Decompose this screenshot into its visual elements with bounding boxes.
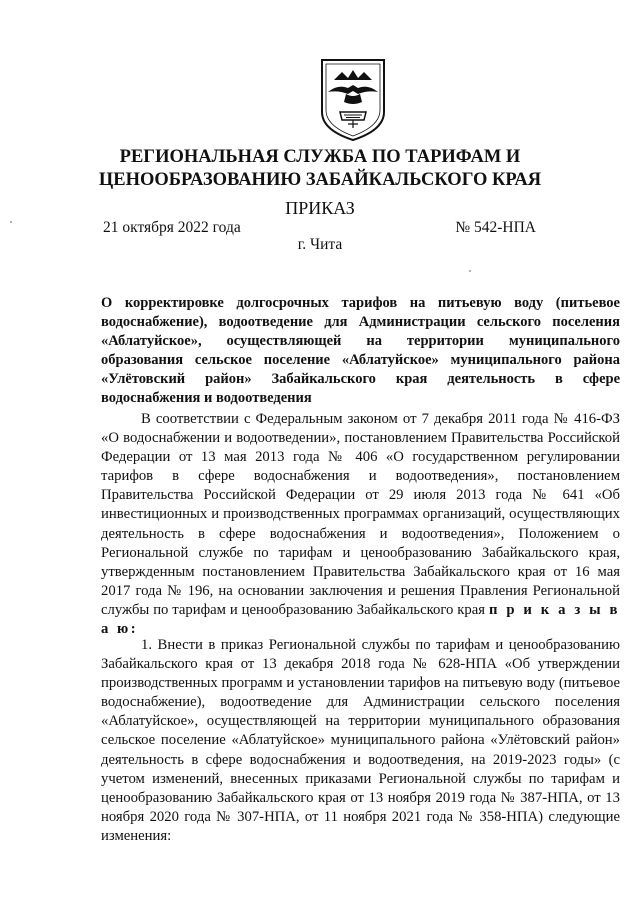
order-city: г. Чита xyxy=(297,236,343,253)
organization-name xyxy=(60,146,580,192)
item-1-paragraph: 1. Внести в приказ Региональной службы по тарифам и ценообразованию Забайкальского края от 13 декабря 2018 года № 628-НПА «Об утверждении производственных программ и установлении тарифов на питьевую воду (питьевое водоснабжение), водоотведение для Администрации сельского поселения «Аблатуйское», осуществляющей на территории муниципального образования сельское поселение «Аблатуйское» муниципального района «Улётовский район» деятельность в сфере водоснабжения и водоотведения, на 2019-2023 годы» (с учетом изменений, внесенных приказами Региональной службы по тарифам и ценообразованию Забайкальского края от 13 ноября 2019 года № 387-НПА, от 13 ноября 2020 года № 307-НПА, от 11 ноября 2021 года № 358-НПА) следующие изменения: xyxy=(101,637,620,844)
order-word: п р и к а з ы в а ю: xyxy=(101,601,620,638)
scan-speck xyxy=(469,270,471,272)
organization-line-2: ЦЕНООБРАЗОВАНИЮ ЗАБАЙКАЛЬСКОГО КРАЯ xyxy=(98,170,542,190)
preamble-paragraph xyxy=(101,410,620,639)
preamble-text: В соответствии с Федеральным законом от 7 декабря 2011 года № 416-ФЗ «О водоснабжении и водоотведении», постановлением Правительства Российской Федерации от 13 мая 2013 года № 406 «О государственном регулировании тарифов в сфере водоснабжения и водоотведения», постановлением Правительства Российской Федерации от 29 июля 2013 года № 641 «Об инвестиционных и производственных программах организаций, осуществляющих деятельность в сфере водоснабжения и водоотведения», Положением о Региональной службе по тарифам и ценообразованию Забайкальского края, утвержденным постановлением Правительства Забайкальского края от 16 мая 2017 года № 196, на основании заключения и решения Правления Региональной службы по тарифам и ценообразованию Забайкальского края xyxy=(101,411,620,618)
scan-speck xyxy=(10,221,12,223)
order-number: № 542-НПА xyxy=(455,219,536,236)
order-subject: О корректировке долгосрочных тарифов на питьевую воду (питьевое водоснабжение), водоотведение для Администрации сельского поселения «Аблатуйское», осуществляющей на территории муниципального образования сельское поселение «Аблатуйское» муниципального района «Улётовский район» Забайкальского края деятельность в сфере водоснабжения и водоотведения xyxy=(101,295,620,406)
document-type-title: ПРИКАЗ xyxy=(285,198,355,218)
coat-of-arms-icon xyxy=(318,58,388,142)
order-date: 21 октября 2022 года xyxy=(103,219,241,236)
organization-line-1: РЕГИОНАЛЬНАЯ СЛУЖБА ПО ТАРИФАМ И xyxy=(119,147,521,167)
